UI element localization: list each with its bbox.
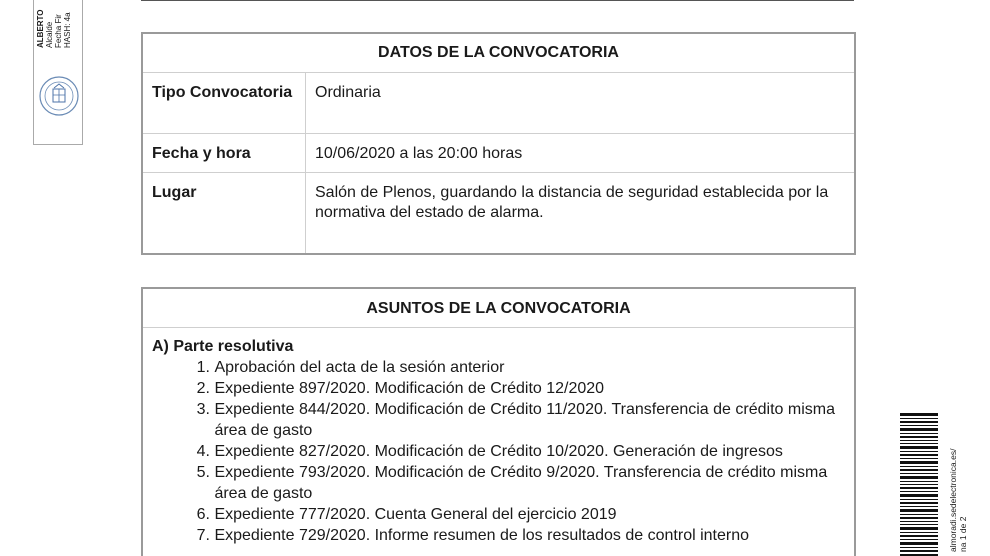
signature-date-label: Fecha Fir xyxy=(54,14,63,48)
verification-url: almoradi.sedelectronica.es/ xyxy=(948,448,958,552)
list-item xyxy=(152,441,845,462)
list-item xyxy=(152,399,845,441)
table-row xyxy=(143,73,854,134)
item-text: Expediente 777/2020. Cuenta General del ejercicio 2019 xyxy=(214,506,617,523)
row-value: 10/06/2020 a las 20:00 horas xyxy=(315,145,523,162)
page-number: na 1 de 2 xyxy=(958,516,968,552)
table-row xyxy=(143,134,854,173)
row-label: Fecha y hora xyxy=(143,134,306,172)
row-label: Tipo Convocatoria xyxy=(143,73,306,133)
barcode-icon xyxy=(900,413,938,556)
item-text: Expediente 793/2020. Modificación de Crédito 9/2020. Transferencia de crédito misma área de gasto xyxy=(214,464,828,502)
section-title: A) Parte resolutiva xyxy=(152,338,294,355)
signature-hash-label: HASH: 4a xyxy=(63,12,72,48)
item-text: Expediente 844/2020. Modificación de Crédito 11/2020. Transferencia de crédito misma área de gasto xyxy=(214,401,835,439)
item-number: 6. xyxy=(196,506,210,523)
item-number: 1. xyxy=(196,359,210,376)
item-number: 2. xyxy=(196,380,210,397)
signer-name: ALBERTO xyxy=(36,9,45,48)
asuntos-title: ASUNTOS DE LA CONVOCATORIA xyxy=(143,289,854,328)
row-value: Ordinaria xyxy=(315,84,381,101)
item-number: 4. xyxy=(196,443,210,460)
municipal-seal-icon xyxy=(38,75,80,117)
asuntos-list xyxy=(152,357,845,546)
list-item xyxy=(152,462,845,504)
asuntos-table xyxy=(141,287,856,556)
list-item xyxy=(152,378,845,399)
list-item xyxy=(152,504,845,525)
signer-role: Alcalde xyxy=(45,21,54,48)
table-row xyxy=(143,173,854,253)
asuntos-section xyxy=(143,328,854,546)
verification-text xyxy=(946,412,970,556)
convocatoria-table xyxy=(141,32,856,255)
signature-text xyxy=(36,0,76,60)
item-text: Expediente 897/2020. Modificación de Crédito 12/2020 xyxy=(214,380,605,397)
item-number: 5. xyxy=(196,464,210,481)
item-number: 7. xyxy=(196,527,210,544)
item-number: 3. xyxy=(196,401,210,418)
convocatoria-title: DATOS DE LA CONVOCATORIA xyxy=(143,34,854,73)
row-value: Salón de Plenos, guardando la distancia de seguridad establecida por la normativa del estado de alarma. xyxy=(315,184,829,221)
item-text: Expediente 729/2020. Informe resumen de los resultados de control interno xyxy=(214,527,750,544)
list-item xyxy=(152,525,845,546)
item-text: Aprobación del acta de la sesión anterior xyxy=(214,359,505,376)
top-divider xyxy=(141,0,854,1)
row-label: Lugar xyxy=(143,173,306,253)
item-text: Expediente 827/2020. Modificación de Crédito 10/2020. Generación de ingresos xyxy=(214,443,783,460)
list-item xyxy=(152,357,845,378)
